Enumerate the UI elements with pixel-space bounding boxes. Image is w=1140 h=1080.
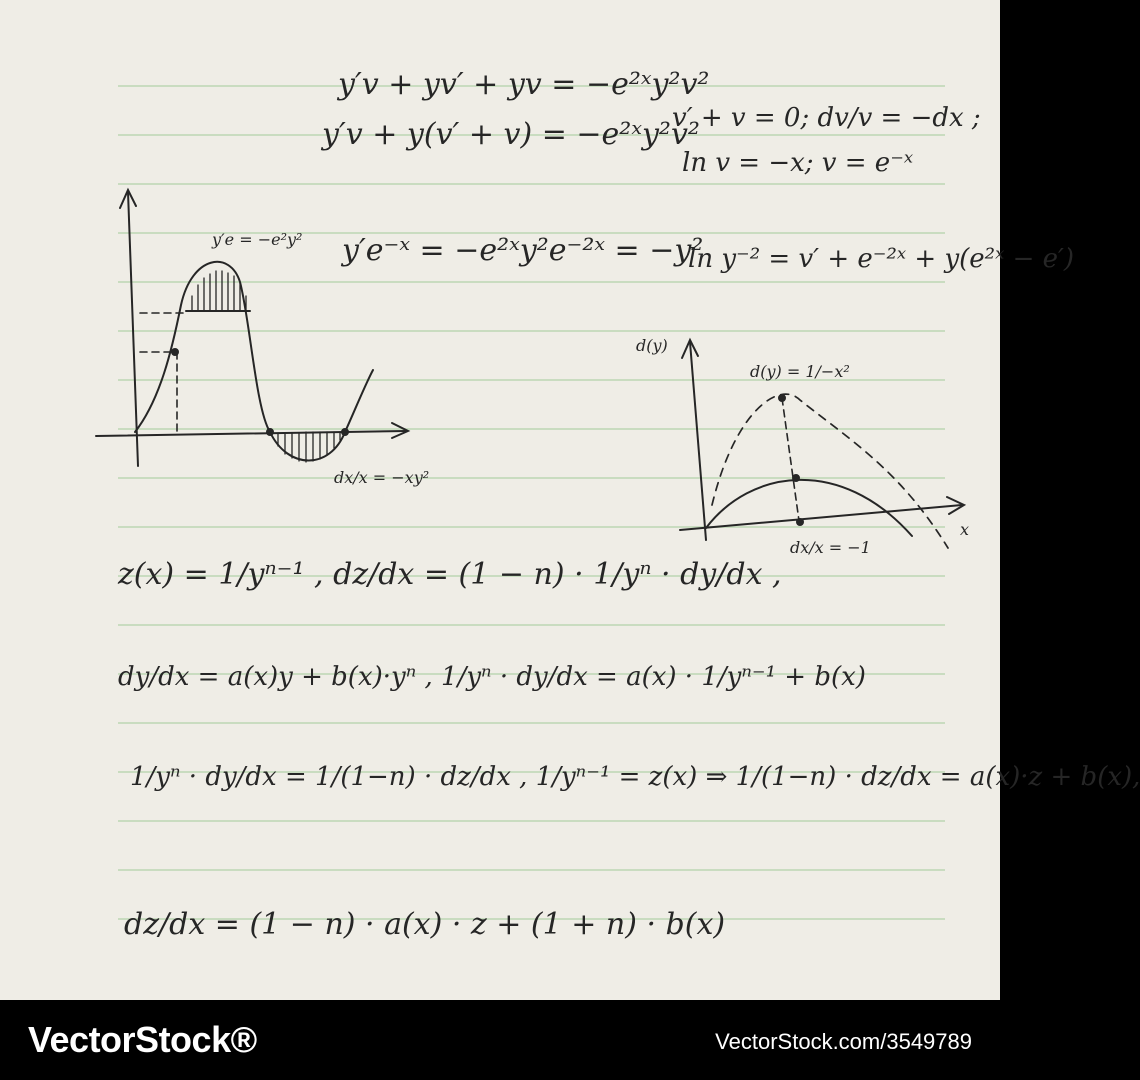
left-point-b <box>267 429 273 435</box>
stock-footer-bar <box>0 1000 1000 1080</box>
right-x-axis-label: x <box>960 520 970 539</box>
equation-9: 1/yⁿ · dy/dx = 1/(1−n) · dz/dx , 1/yⁿ⁻¹ = z(x) ⇒ 1/(1−n) · dz/dx = a(x)·z + b(x), <box>130 762 1140 792</box>
right-y-axis-label: d(y) <box>636 336 668 355</box>
left-curve <box>135 262 373 461</box>
right-axis-note: dx/x = −1 <box>790 538 871 557</box>
right-y-axis <box>690 342 706 540</box>
right-peak-drop <box>782 398 800 528</box>
left-curve-label: y′e = −e²y² <box>212 230 303 249</box>
equation-5: y′e⁻ˣ = −e²ˣy²e⁻²ˣ = −y² <box>342 233 704 268</box>
left-point-a <box>172 349 178 355</box>
right-peak-label: d(y) = 1/−x² <box>750 362 850 381</box>
equation-3: v′ + v = 0; dv/v = −dx ; <box>672 103 981 133</box>
equation-1: y′v + yv′ + yv = −e²ˣy²v² <box>338 67 710 102</box>
left-axis-note: dx/x = −xy² <box>334 468 430 487</box>
image-reference: VectorStock.com/3549789 <box>715 1029 972 1054</box>
right-foot-point <box>797 519 803 525</box>
equation-8: dy/dx = a(x)y + b(x)·yⁿ , 1/yⁿ · dy/dx = a(x) · 1/yⁿ⁻¹ + b(x) <box>118 662 866 692</box>
right-peak-point <box>779 395 785 401</box>
equation-4: ln v = −x; v = e⁻ˣ <box>682 148 914 178</box>
equation-6: ln y⁻² = v′ + e⁻²ˣ + y(e²ˣ − e′) <box>688 244 1075 274</box>
left-point-c <box>342 429 348 435</box>
brand-logo: VectorStock® <box>28 1019 257 1060</box>
ruled-lines <box>118 86 945 919</box>
equation-10: dz/dx = (1 − n) · a(x) · z + (1 + n) · b(x) <box>124 907 726 942</box>
left-hatch-bottom <box>278 432 340 462</box>
equation-2: y′v + y(v′ + v) = −e²ˣy²v² <box>322 117 700 152</box>
equation-7: z(x) = 1/yⁿ⁻¹ , dz/dx = (1 − n) · 1/yⁿ · dy/dx , <box>118 557 782 592</box>
left-x-axis <box>96 431 406 436</box>
right-mid-point <box>793 475 799 481</box>
